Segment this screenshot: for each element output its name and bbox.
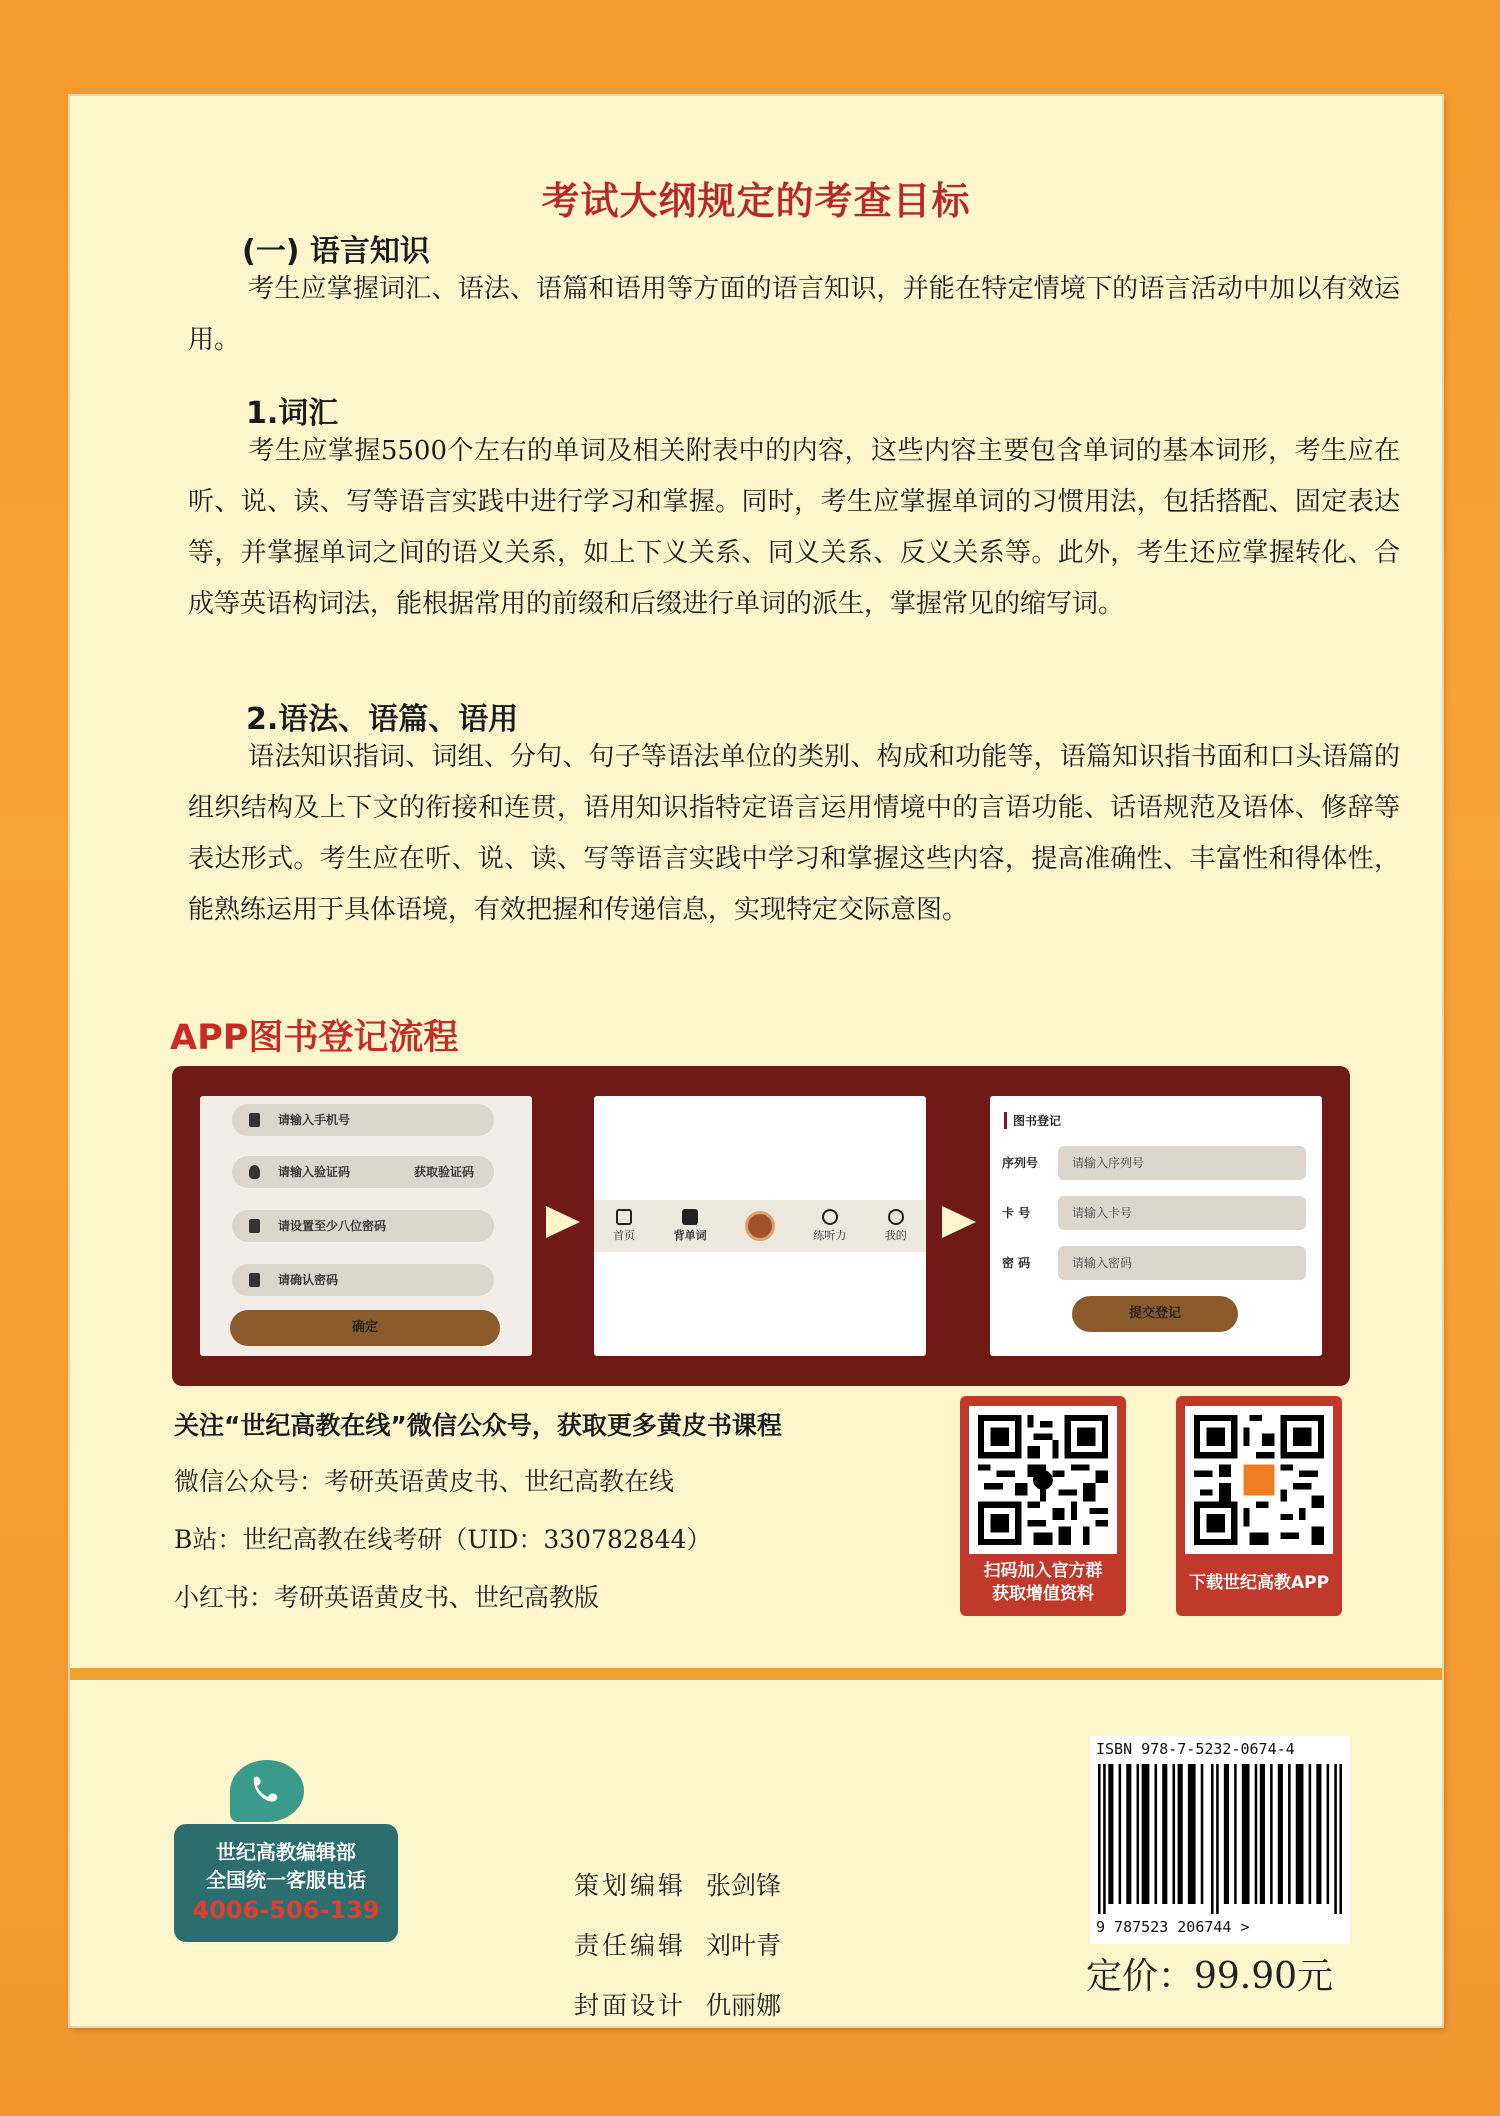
user-icon xyxy=(888,1209,904,1225)
serial-row xyxy=(1002,1146,1318,1180)
section-body-grammar: 语法知识指词、词组、分句、句子等语法单位的类别、构成和功能等，语篇知识指书面和口头语篇的组织结构及上下文的衔接和连贯，语用知识指特定语言运用情境中的言语功能、话语规范及语体、修辞等表达形式。考生应在听、说、读、写等语言实践中学习和掌握这些内容，提高准确性、丰富性和得体性，能熟练运用于具体语境，有效把握和传递信息，实现特定交际意图。 xyxy=(188,742,1400,925)
section-body-vocab: 考生应掌握5500个左右的单词及相关附表中的内容，这些内容主要包含单词的基本词形，考生应在听、说、读、写等语言实践中进行学习和掌握。同时，考生应掌握单词的习惯用法，包括搭配、固定表达等，并掌握单词之间的语义关系，如上下义关系、同义关系、反义关系等。此外，考生还应掌握转化、合成等英语构词法，能根据常用的前缀和后缀进行单词的派生，掌握常见的缩写词。 xyxy=(188,436,1400,619)
price-label: 定价：99.90元 xyxy=(1086,1956,1334,1997)
qr-card-group[interactable] xyxy=(960,1396,1126,1616)
serial-label: 序列号 xyxy=(1002,1156,1039,1170)
customer-service-badge xyxy=(174,1824,398,1942)
confirm-password-input[interactable]: 请确认密码 xyxy=(232,1264,494,1296)
arrow-right-icon xyxy=(546,1206,580,1238)
section-heading-vocab: 1.词汇 xyxy=(246,396,339,431)
wechat-info: 微信公众号：考研英语黄皮书、世纪高教在线 xyxy=(174,1467,675,1496)
confirm-button[interactable]: 确定 xyxy=(230,1310,500,1346)
card-label: 卡 号 xyxy=(1002,1206,1031,1220)
service-line1: 世纪高教编辑部 xyxy=(216,1840,356,1864)
book-icon xyxy=(682,1209,698,1225)
app-flow-title: APP图书登记流程 xyxy=(170,1018,459,1058)
code-input[interactable]: 请输入验证码 获取验证码 xyxy=(232,1156,494,1188)
pwd-input[interactable]: 请输入密码 xyxy=(1058,1246,1306,1280)
home-icon xyxy=(616,1209,632,1225)
bilibili-info: B站：世纪高教在线考研（UID：330782844） xyxy=(174,1525,712,1554)
password-input[interactable]: 请设置至少八位密码 xyxy=(232,1210,494,1242)
submit-register-button[interactable]: 提交登记 xyxy=(1072,1296,1238,1332)
isbn-digits: 9 787523 206744 > xyxy=(1096,1918,1250,1936)
arrow-right-icon xyxy=(942,1206,976,1238)
qr-card-app[interactable] xyxy=(1176,1396,1342,1616)
service-line2: 全国统一客服电话 xyxy=(206,1868,366,1892)
book-register-header: 图书登记 xyxy=(1004,1112,1061,1129)
app-flow-panel xyxy=(172,1066,1350,1386)
cover-sheet xyxy=(70,96,1442,2026)
qr-code-icon xyxy=(1185,1406,1333,1554)
serial-input[interactable]: 请输入序列号 xyxy=(1058,1146,1306,1180)
phone-icon xyxy=(249,1113,260,1127)
section-body-language: 考生应掌握词汇、语法、语篇和语用等方面的语言知识，并能在特定情境下的语言活动中加以有效运用。 xyxy=(188,274,1400,355)
isbn-barcode xyxy=(1090,1736,1350,1944)
page-title: 考试大纲规定的考查目标 xyxy=(541,179,971,223)
phone-bubble-icon xyxy=(230,1760,304,1822)
phone-input[interactable]: 请输入手机号 xyxy=(232,1104,494,1136)
service-phone[interactable]: 4006-506-139 xyxy=(192,1896,380,1924)
pwd-row xyxy=(1002,1246,1318,1280)
credit-row: 责任编辑 刘叶青 xyxy=(574,1931,782,1960)
tab-profile[interactable]: 我的 xyxy=(885,1209,907,1243)
headphones-icon xyxy=(822,1209,838,1225)
follow-headline: 关注“世纪高教在线”微信公众号，获取更多黄皮书课程 xyxy=(174,1411,782,1440)
register-screen xyxy=(200,1096,532,1356)
home-screen xyxy=(594,1096,926,1356)
section-heading-language: (一) 语言知识 xyxy=(242,234,430,269)
tab-center[interactable] xyxy=(745,1211,775,1241)
tab-bar xyxy=(594,1200,926,1252)
shield-icon xyxy=(249,1165,260,1179)
qr-caption-group: 扫码加入官方群 获取增值资料 xyxy=(983,1561,1103,1604)
isbn-text: ISBN 978-7-5232-0674-4 xyxy=(1096,1740,1295,1758)
qr-caption-app: 下载世纪高教APP xyxy=(1188,1573,1330,1593)
get-code-button[interactable]: 获取验证码 xyxy=(413,1165,474,1179)
barcode-icon xyxy=(1098,1764,1342,1914)
tab-vocab[interactable]: 背单词 xyxy=(674,1209,707,1243)
credit-row: 策划编辑 张剑锋 xyxy=(574,1871,782,1900)
tab-listening[interactable]: 练听力 xyxy=(813,1209,846,1243)
lock-icon xyxy=(249,1273,260,1287)
card-input[interactable]: 请输入卡号 xyxy=(1058,1196,1306,1230)
credit-row: 封面设计 仇丽娜 xyxy=(574,1991,782,2020)
tab-home[interactable]: 首页 xyxy=(613,1209,635,1243)
qr-code-icon xyxy=(969,1406,1117,1554)
section-heading-grammar: 2.语法、语篇、语用 xyxy=(246,702,519,737)
pwd-label: 密 码 xyxy=(1002,1256,1031,1270)
credits-list xyxy=(574,1866,781,2046)
card-row xyxy=(1002,1196,1318,1230)
xiaohongshu-info: 小红书：考研英语黄皮书、世纪高教版 xyxy=(174,1583,600,1612)
book-register-screen xyxy=(990,1096,1322,1356)
section-divider xyxy=(70,1668,1442,1680)
app-logo-icon xyxy=(745,1211,775,1241)
lock-icon xyxy=(249,1219,260,1233)
